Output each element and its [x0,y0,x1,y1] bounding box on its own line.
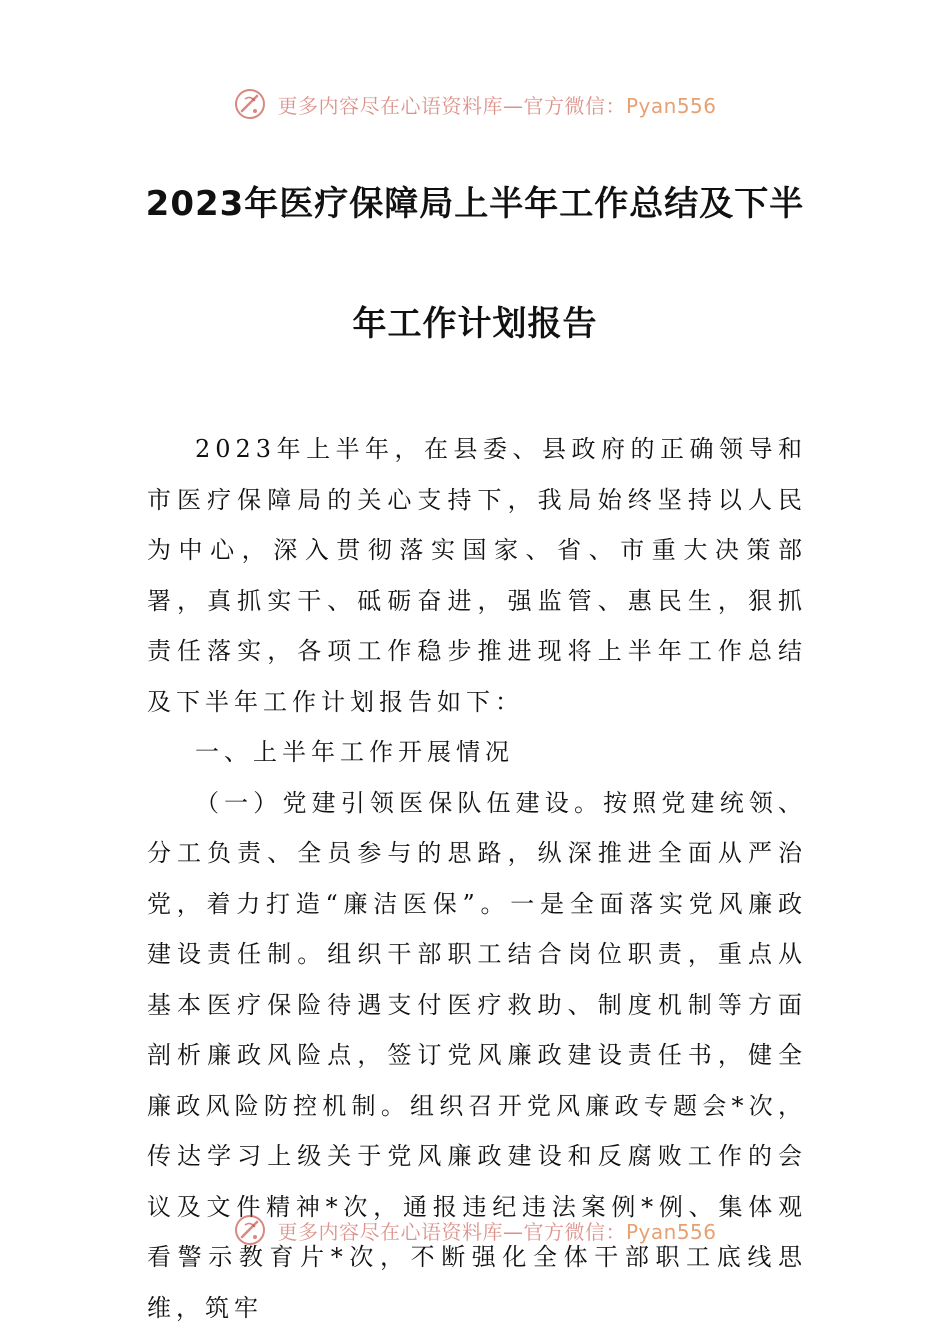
document-body [147,424,807,1333]
watermark-header [0,82,950,126]
watermark-logo-icon [233,87,267,121]
section-heading: 一、上半年工作开展情况 [195,738,514,766]
watermark-footer [0,1208,950,1252]
watermark-label: 更多内容尽在心语资料库—官方微信： [277,93,626,118]
watermark-text [277,1216,716,1245]
body-paragraph: （一）党建引领医保队伍建设。按照党建统领、分工负责、全员参与的思路，纵深推进全面从严治党，着力打造“廉洁医保”。一是全面落实党风廉政建设责任制。组织干部职工结合岗位职责，重点从基本医疗保险待遇支付医疗救助、制度机制等方面剖析廉政风险点，签订党风廉政建设责任书，健全廉政风险防控机制。组织召开党风廉政专题会*次，传达学习上级关于党风廉政建设和反腐败工作的会议及文件精神*次，通报违纪违法案例*例、集体观看警示教育片*次，不断强化全体干部职工底线思维，筑牢 [147,788,807,1322]
watermark-wechat-id: Pyan556 [625,93,717,118]
watermark-logo-icon [233,1213,267,1247]
document-title-line-2: 年工作计划报告 [352,304,598,344]
intro-paragraph: 2023年上半年，在县委、县政府的正确领导和市医疗保障局的关心支持下，我局始终坚持以人民为中心，深入贯彻落实国家、省、市重大决策部署，真抓实干、砥砺奋进，强监管、惠民生，狠抓责任落实，各项工作稳步推进现将上半年工作总结及下半年工作计划报告如下： [147,435,807,716]
watermark-text [277,90,716,119]
watermark-wechat-id: Pyan556 [625,1219,717,1244]
document-title-line-1: 2023年医疗保障局上半年工作总结及下半 [145,184,805,224]
watermark-label: 更多内容尽在心语资料库—官方微信： [277,1219,626,1244]
